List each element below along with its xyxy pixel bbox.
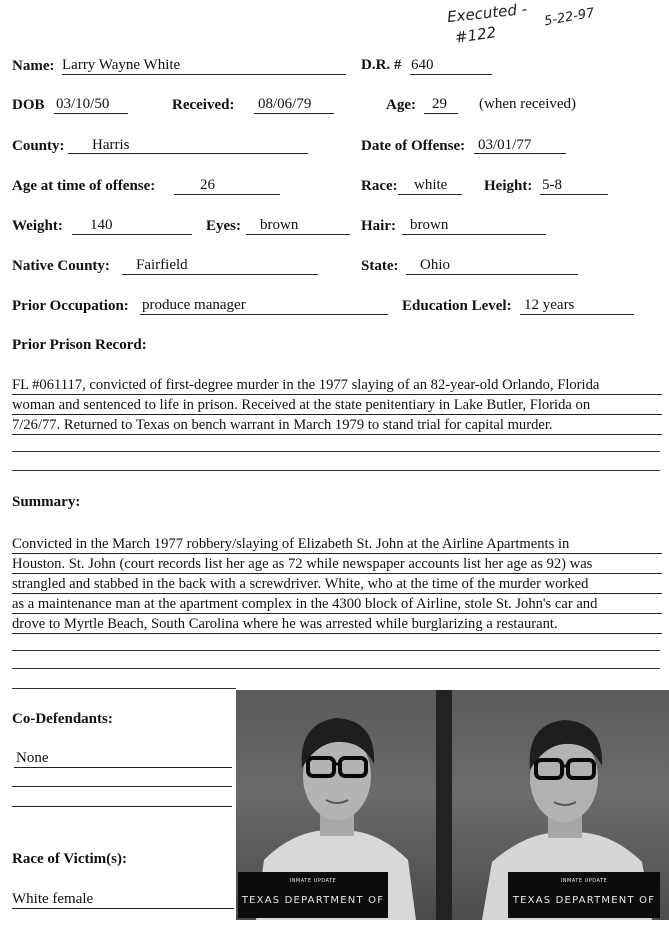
date-of-offense-value: 03/01/77: [478, 137, 532, 153]
height-label: Height:: [484, 178, 533, 194]
dob-value: 03/10/50: [56, 96, 110, 112]
co-defendants-heading: Co-Defendants:: [12, 711, 113, 727]
received-label: Received:: [172, 97, 235, 113]
race-of-victims-heading: Race of Victim(s):: [12, 851, 127, 867]
summary-line: Houston. St. John (court records list her age as 72 while newspaper accounts list her age as 92) was: [12, 554, 662, 574]
race-of-victims-value: White female: [12, 891, 94, 907]
date-of-offense-label: Date of Offense:: [361, 138, 466, 154]
county-label: County:: [12, 138, 65, 154]
age-note: (when received): [479, 96, 577, 112]
dob-label: DOB: [12, 97, 45, 113]
mugshot-front-placard: [238, 872, 388, 918]
education-level-value: 12 years: [524, 297, 575, 313]
name-label: Name:: [12, 58, 55, 74]
blank-line: [12, 470, 660, 471]
summary-line: as a maintenance man at the apartment complex in the 4300 block of Airline, stole St. John's car and: [12, 594, 662, 614]
prior-record-line: FL #061117, convicted of first-degree murder in the 1977 slaying of an 82-year-old Orlando, Florida: [12, 375, 662, 395]
native-county-value: Fairfield: [136, 257, 188, 273]
summary-line: drove to Myrtle Beach, South Carolina where he was arrested while burglarizing a restaurant.: [12, 614, 662, 634]
blank-line: [12, 668, 660, 669]
prior-occupation-label: Prior Occupation:: [12, 298, 129, 314]
received-value: 08/06/79: [258, 96, 312, 112]
blank-line: [12, 650, 660, 651]
dr-number-value: 640: [411, 57, 434, 73]
blank-line: [12, 688, 236, 689]
eyes-value: brown: [260, 217, 299, 233]
prior-occupation-value: produce manager: [142, 297, 246, 313]
state-label: State:: [361, 258, 399, 274]
prior-prison-record-text: [12, 375, 662, 435]
eyes-label: Eyes:: [206, 218, 241, 234]
prior-prison-record-heading: Prior Prison Record:: [12, 337, 147, 353]
height-value: 5-8: [542, 177, 562, 193]
state-value: Ohio: [420, 257, 450, 273]
race-value: white: [414, 177, 448, 193]
age-at-offense-value: 26: [200, 177, 215, 193]
weight-value: 140: [90, 217, 113, 233]
mugshot-profile-placard: [508, 872, 660, 918]
county-value: Harris: [92, 137, 130, 153]
dr-number-label: D.R. #: [361, 57, 402, 73]
handwritten-executed-note: Executed -: [446, 0, 528, 27]
prior-record-line: 7/26/77. Returned to Texas on bench warrant in March 1979 to stand trial for capital murder.: [12, 415, 662, 435]
summary-text: [12, 534, 662, 634]
blank-line: [12, 451, 660, 452]
handwritten-execution-number: #122: [453, 23, 498, 47]
co-defendants-value: None: [16, 750, 49, 766]
education-level-label: Education Level:: [402, 298, 512, 314]
photo-divider: [436, 690, 452, 920]
age-label: Age:: [386, 97, 416, 113]
placard-agency-text: TEXAS DEPARTMENT OF: [241, 895, 385, 906]
summary-line: strangled and stabbed in the back with a screwdriver. White, who at the time of the murder worked: [12, 574, 662, 594]
prior-record-line: woman and sentenced to life in prison. Received at the state penitentiary in Lake Butler, Florida on: [12, 395, 662, 415]
hair-label: Hair:: [361, 218, 396, 234]
weight-label: Weight:: [12, 218, 63, 234]
placard-small-text: INMATE UPDATE: [289, 878, 337, 884]
name-value: Larry Wayne White: [62, 57, 181, 73]
native-county-label: Native County:: [12, 258, 110, 274]
hair-value: brown: [410, 217, 449, 233]
summary-line: Convicted in the March 1977 robbery/slaying of Elizabeth St. John at the Airline Apartments in: [12, 534, 662, 554]
placard-small-text: INMATE UPDATE: [560, 878, 608, 884]
placard-agency-text: TEXAS DEPARTMENT OF: [512, 895, 656, 906]
handwritten-execution-date: 5-22-97: [543, 5, 596, 30]
age-value: 29: [432, 96, 447, 112]
race-label: Race:: [361, 178, 398, 194]
age-at-offense-label: Age at time of offense:: [12, 178, 156, 194]
summary-heading: Summary:: [12, 494, 81, 510]
